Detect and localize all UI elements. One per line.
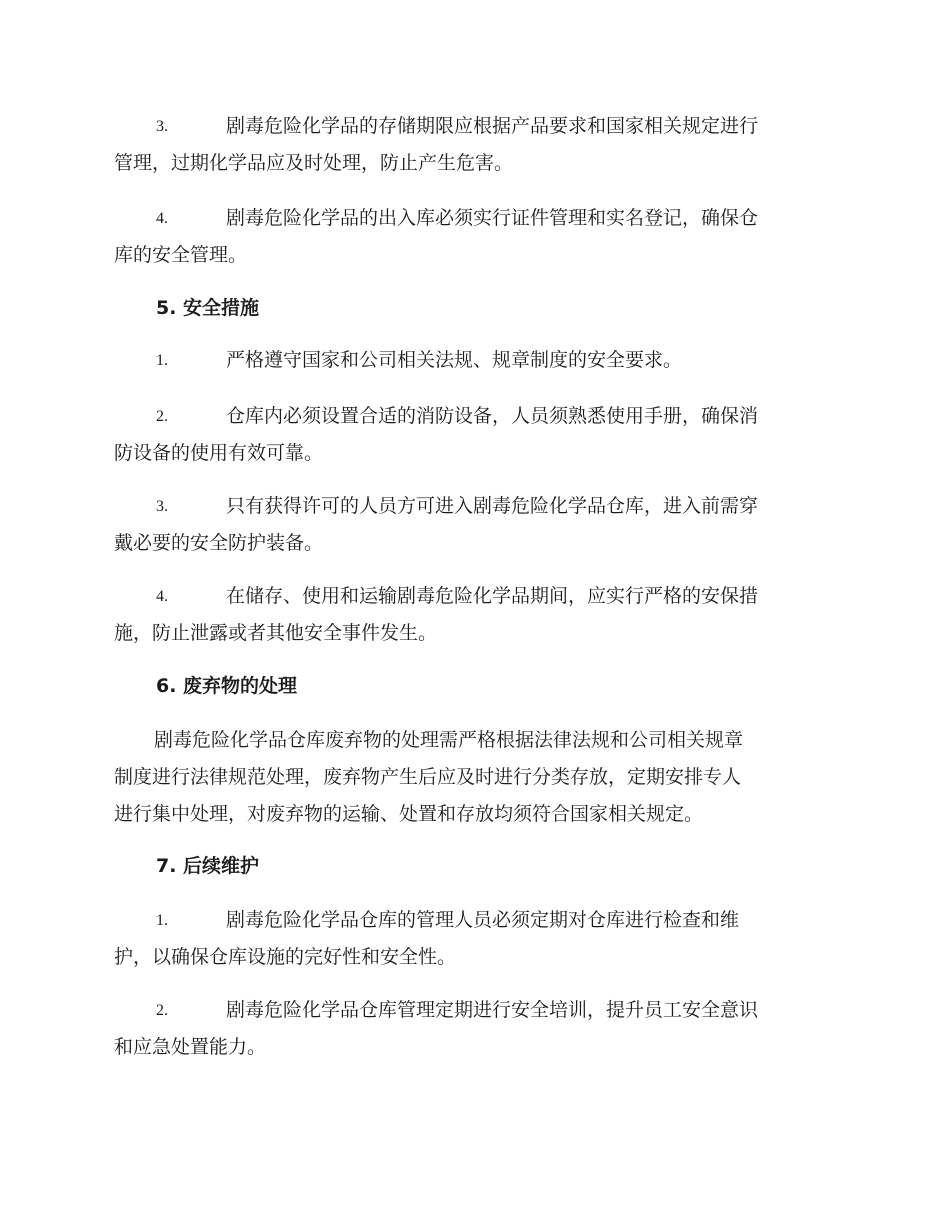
list-item <box>114 108 834 182</box>
list-text-line: 护，以确保仓库设施的完好性和安全性。 <box>114 946 457 968</box>
paragraph-line: 剧毒危险化学品仓库废弃物的处理需严格根据法律法规和公司相关规章 <box>154 729 744 751</box>
section-heading: 7. 后续维护 <box>156 855 260 877</box>
list-number: 2. <box>156 408 168 425</box>
list-number: 1. <box>156 352 168 369</box>
list-item <box>114 342 834 379</box>
list-item <box>114 200 834 274</box>
list-text-line: 只有获得许可的人员方可进入剧毒危险化学品仓库，进入前需穿 <box>226 495 759 517</box>
list-text-line: 严格遵守国家和公司相关法规、规章制度的安全要求。 <box>226 349 683 371</box>
list-text-line: 仓库内必须设置合适的消防设备，人员须熟悉使用手册，确保消 <box>226 405 759 427</box>
paragraph-line: 进行集中处理，对废弃物的运输、处置和存放均须符合国家相关规定。 <box>114 803 704 825</box>
list-text-line: 剧毒危险化学品仓库的管理人员必须定期对仓库进行检查和维 <box>226 909 740 931</box>
paragraph-line: 制度进行法律规范处理，废弃物产生后应及时进行分类存放，定期安排专人 <box>114 766 742 788</box>
list-text-line: 和应急处置能力。 <box>114 1036 267 1058</box>
list-number: 4. <box>156 210 168 227</box>
list-item <box>114 488 834 562</box>
list-item <box>114 578 834 652</box>
list-text-line: 戴必要的安全防护装备。 <box>114 532 324 554</box>
list-text-line: 库的安全管理。 <box>114 244 248 266</box>
list-item <box>114 902 834 976</box>
list-item <box>114 992 834 1066</box>
list-text-line: 剧毒危险化学品的出入库必须实行证件管理和实名登记，确保仓 <box>226 207 759 229</box>
list-number: 3. <box>156 498 168 515</box>
paragraph <box>114 722 834 833</box>
list-number: 2. <box>156 1002 168 1019</box>
list-number: 1. <box>156 912 168 929</box>
list-number: 3. <box>156 118 168 135</box>
list-text-line: 剧毒危险化学品的存储期限应根据产品要求和国家相关规定进行 <box>226 115 759 137</box>
list-text-line: 在储存、使用和运输剧毒危险化学品期间，应实行严格的安保措 <box>226 585 759 607</box>
list-number: 4. <box>156 588 168 605</box>
list-text-line: 管理，过期化学品应及时处理，防止产生危害。 <box>114 152 514 174</box>
list-text-line: 施，防止泄露或者其他安全事件发生。 <box>114 622 438 644</box>
section-heading: 6. 废弃物的处理 <box>156 675 298 697</box>
list-item <box>114 398 834 472</box>
list-text-line: 防设备的使用有效可靠。 <box>114 442 324 464</box>
section-heading: 5. 安全措施 <box>156 297 260 319</box>
list-text-line: 剧毒危险化学品仓库管理定期进行安全培训，提升员工安全意识 <box>226 999 759 1021</box>
